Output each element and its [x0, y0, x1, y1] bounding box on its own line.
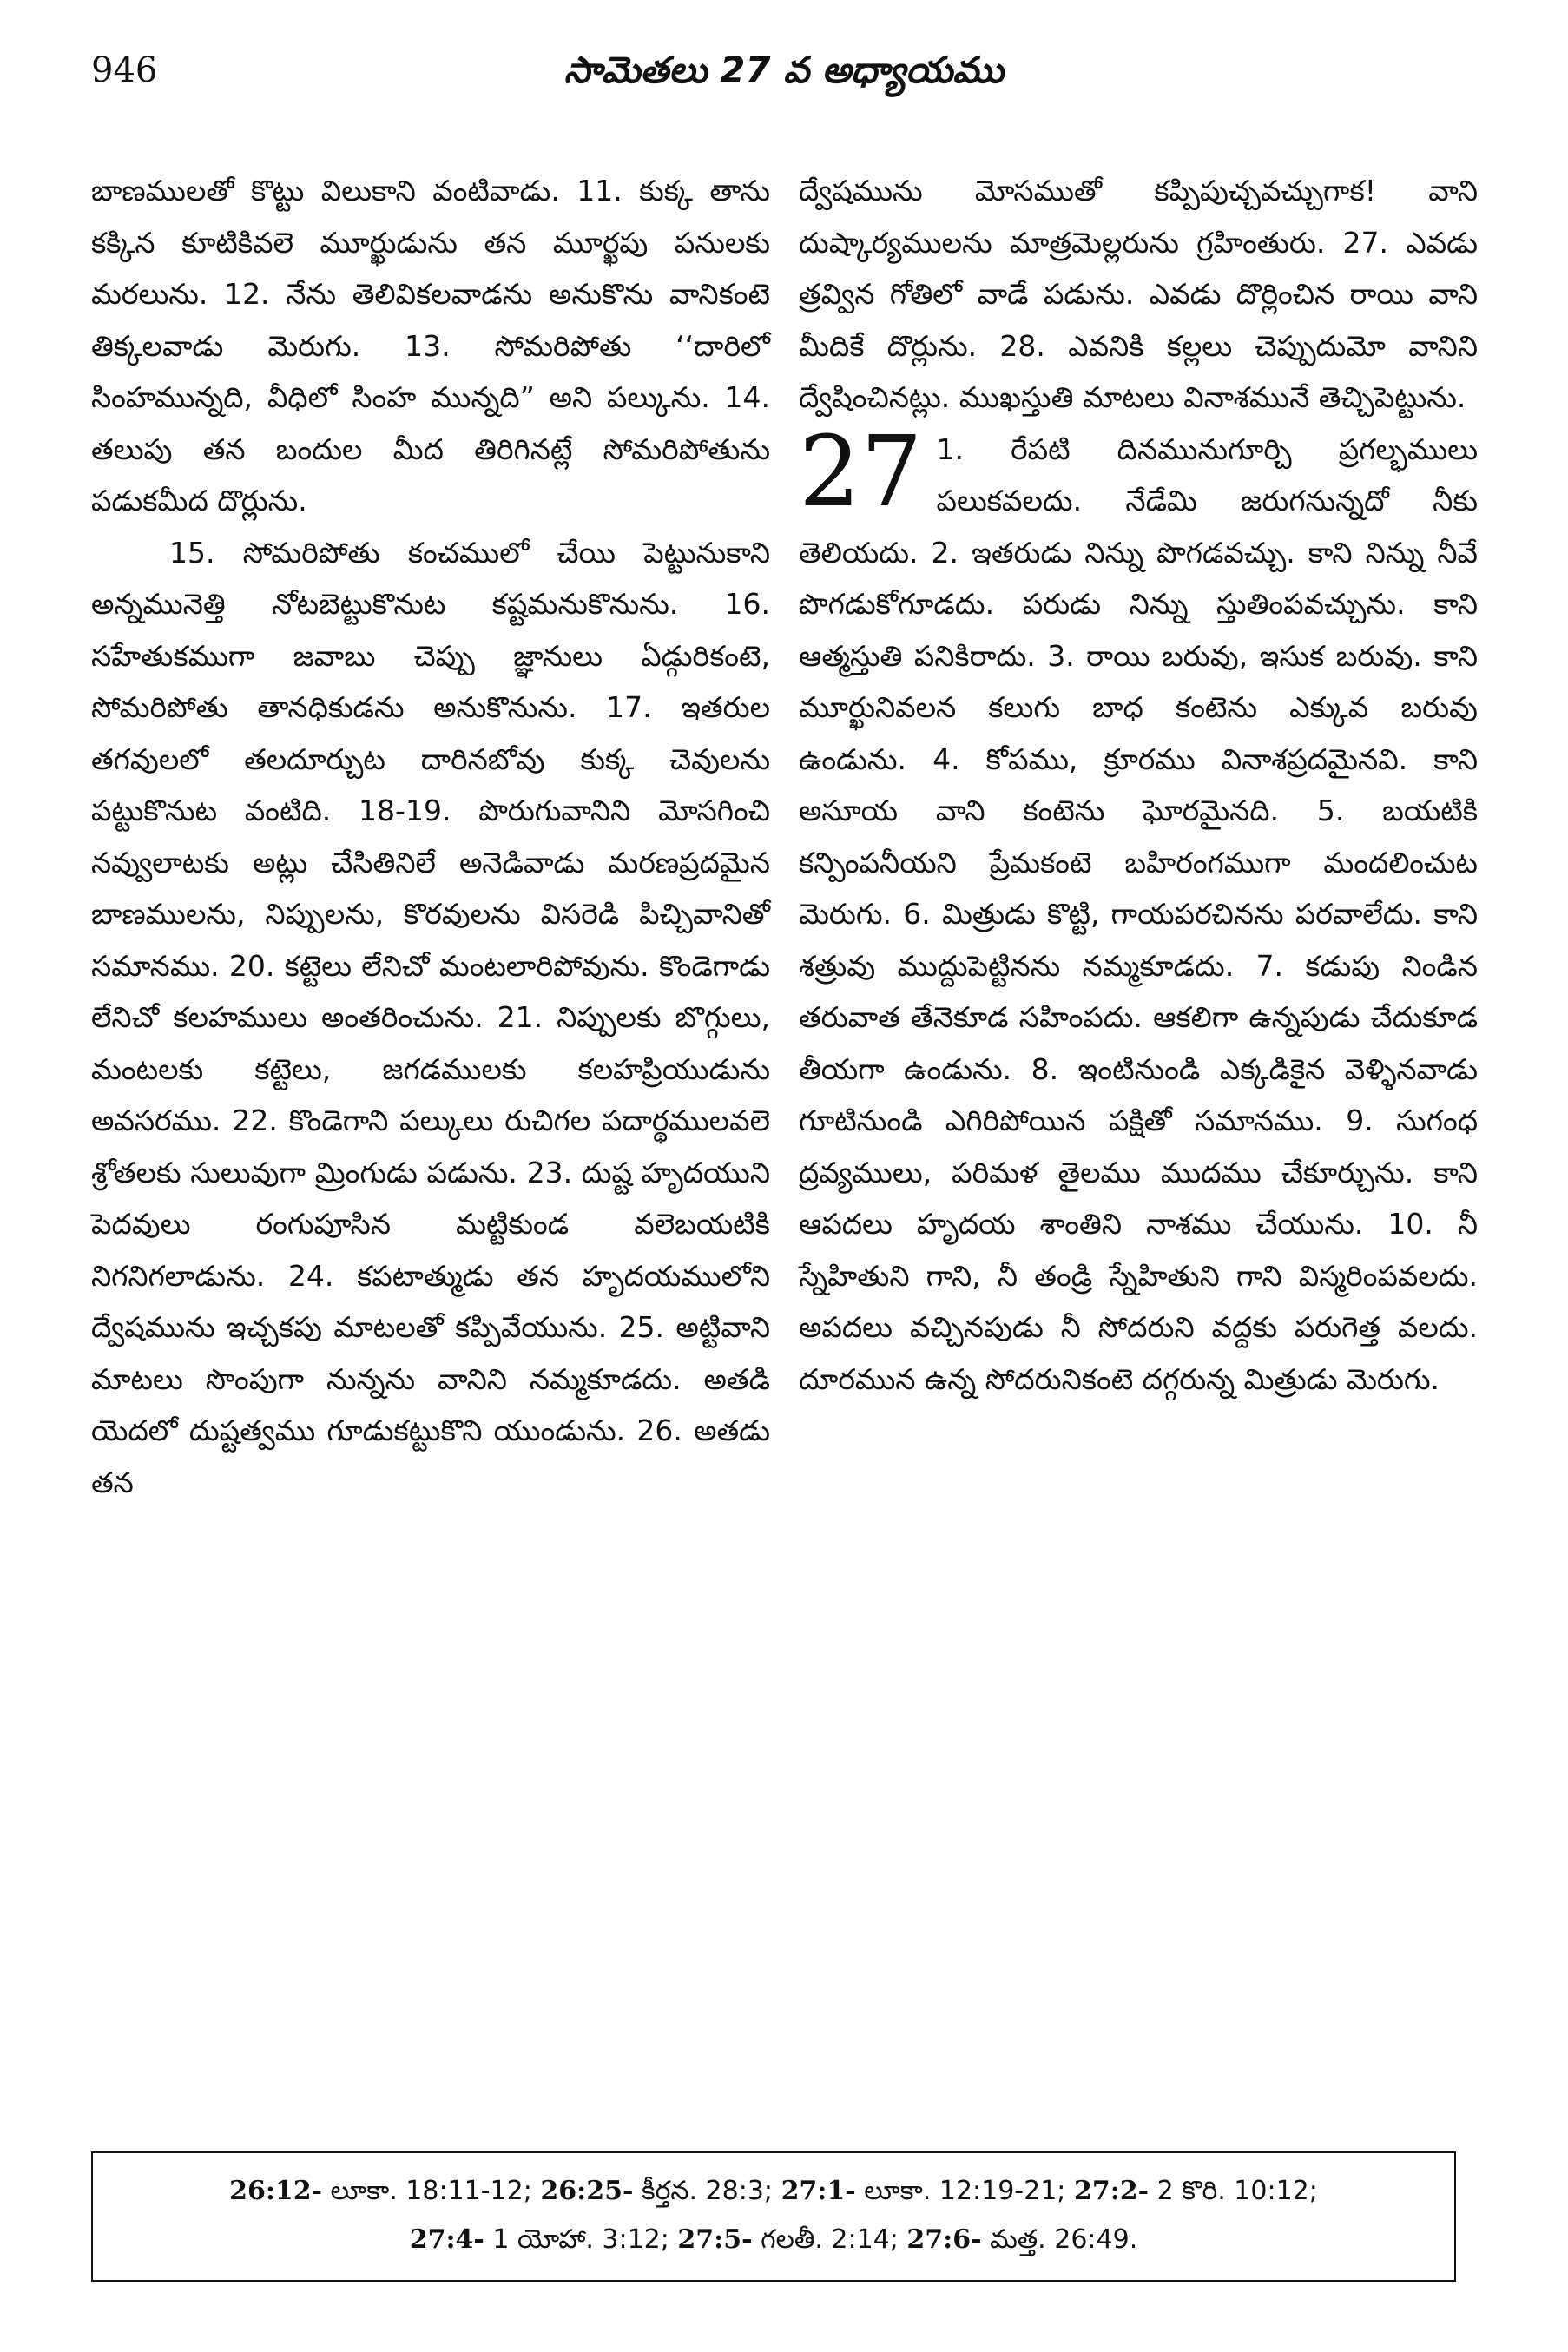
page-header	[0, 43, 1568, 113]
chapter-number: 27	[799, 415, 923, 529]
xref-verse: 27:2-	[1073, 2176, 1150, 2206]
xref-verse: 27:5-	[677, 2224, 753, 2255]
cross-reference-line-1	[229, 2176, 1318, 2206]
xref-verse: 27:1-	[781, 2176, 856, 2206]
right-column	[799, 165, 1478, 1405]
chapter-paragraph	[799, 415, 1478, 1406]
paragraph: బాణములతో కొట్టు విలుకాని వంటివాడు. 11. కుక్క తాను కక్కిన కూటికివలె మూర్ఖుడును తన మూర్ఖపు పనులకు మరలును. 12. నేను తెలివికలవాడను అనుకొను వానికంటె తిక్కలవాడు మెరుగు. 13. సోమరిపోతు ‘‘దారిలో సింహమున్నది, వీధిలో సింహ మున్నది” అని పల్కును. 14. తలుపు తన బందుల మీద తిరిగినట్లే సోమరిపోతును పడుకమీద దొర్లును.	[91, 174, 770, 517]
xref-text: గలతీ. 2:14;	[752, 2224, 907, 2255]
xref-text: 2 కొరి. 10:12;	[1149, 2176, 1318, 2206]
paragraph: 15. సోమరిపోతు కంచములో చేయి పెట్టునుకాని అన్నమునెత్తి నోటబెట్టుకొనుట కష్టమనుకొనును. 16. సహేతుకముగా జవాబు చెప్పు జ్ఞానులు ఏడ్గురికంటె, సోమరిపోతు తానధికుడను అనుకొనును. 17. ఇతరుల తగవులలో తలదూర్చుట దారినబోవు కుక్క చెవులను పట్టుకొనుట వంటిది. 18-19. పొరుగువానిని మోసగించి నవ్వులాటకు అట్లు చేసితినిలే అనెడివాడు మరణప్రదమైన బాణములను, నిప్పులను, కొరవులను విసరెడి పిచ్చివానితో సమానము. 20. కట్టెలు లేనిచో మంటలారిపోవును. కొండెగాడు లేనిచో కలహములు అంతరించును. 21. నిప్పులకు బొగ్గులు, మంటలకు కట్టెలు, జగడములకు కలహప్రియుడును అవసరము. 22. కొండెగాని పల్కులు రుచిగల పదార్థములవలె శ్రోతలకు సులువుగా మ్రింగుడు పడును. 23. దుష్ట హృదయుని పెదవులు రంగుపూసిన మట్టికుండ వలెబయటికి నిగనిగలాడును. 24. కపటాత్ముడు తన హృదయములోని ద్వేషమును ఇచ్చకపు మాటలతో కప్పివేయును. 25. అట్టివాని మాటలు సొంపుగా నున్నను వానిని నమ్మకూడదు. అతడి యెదలో దుష్టత్వము గూడుకట్టుకొని యుండును. 26. అతడు తన	[91, 535, 770, 1499]
running-title: సామెతలు 27 వ అధ్యాయము	[563, 49, 1005, 91]
xref-verse: 27:6-	[906, 2224, 982, 2255]
page-number: 946	[91, 50, 158, 90]
xref-text: 1 యోహా. 3:12;	[484, 2224, 678, 2255]
paragraph: ద్వేషమును మోసముతో కప్పిపుచ్చవచ్చుగాక! వాని దుష్కార్యములను మాత్రమెల్లరును గ్రహింతురు. 27. ఎవడు త్రవ్విన గోతిలో వాడే పడును. ఎవడు దొర్లించిన రాయి వాని మీదికే దొర్లును. 28. ఎవనికి కల్లలు చెప్పుదుమో వానిని ద్వేషించినట్లు. ముఖస్తుతి మాటలు వినాశమునే తెచ్చిపెట్టును.	[799, 174, 1478, 414]
xref-verse: 26:25-	[540, 2176, 634, 2206]
xref-verse: 27:4-	[409, 2224, 484, 2255]
xref-text: లూకా. 12:19-21;	[855, 2176, 1074, 2206]
chapter-text: 1. రేపటి దినమునుగూర్చి ప్రగల్భములు పలుకవలదు. నేడేమి జరుగనున్నదో నీకు తెలియదు. 2. ఇతరుడు నిన్ను పొగడవచ్చు. కాని నిన్ను నీవే పొగడుకోగూడదు. పరుడు నిన్ను స్తుతింపవచ్చును. కాని ఆత్మస్తుతి పనికిరాదు. 3. రాయి బరువు, ఇసుక బరువు. కాని మూర్ఖునివలన కలుగు బాధ కంటెను ఎక్కువ బరువు ఉండును. 4. కోపము, క్రూరము వినాశప్రదమైనవి. కాని అసూయ వాని కంటెను ఘోరమైనది. 5. బయటికి కన్పింపనీయని ప్రేమకంటె బహిరంగముగా మందలించుట మెరుగు. 6. మిత్రుడు కొట్టి, గాయపరచినను పరవాలేదు. కాని శత్రువు ముద్దుపెట్టినను నమ్మకూడదు. 7. కడుపు నిండిన తరువాత తేనెకూడ సహింపదు. ఆకలిగా ఉన్నపుడు చేదుకూడ తీయగా ఉండును. 8. ఇంటినుండి ఎక్కడికైన వెళ్ళినవాడు గూటినుండి ఎగిరిపోయిన పక్షితో సమానము. 9. సుగంధ ద్రవ్యములు, పరిమళ తైలము ముదము చేకూర్చును. కాని ఆపదలు హృదయ శాంతిని నాశము చేయును. 10. నీ స్నేహితుని గాని, నీ తండ్రి స్నేహితుని గాని విస్మరింపవలదు. అపదలు వచ్చినపుడు నీ సోదరుని వద్దకు పరుగెత్త వలదు. దూరమున ఉన్న సోదరునికంటె దగ్గరున్న మిత్రుడు మెరుగు.	[799, 432, 1478, 1396]
xref-text: కీర్తన. 28:3;	[633, 2176, 781, 2206]
xref-text: లూకా. 18:11-12;	[322, 2176, 541, 2206]
xref-verse: 26:12-	[229, 2176, 323, 2206]
cross-reference-line-2	[410, 2224, 1138, 2255]
xref-text: మత్త. 26:49.	[981, 2224, 1138, 2255]
left-column	[91, 165, 770, 1508]
cross-reference-box	[91, 2151, 1456, 2282]
